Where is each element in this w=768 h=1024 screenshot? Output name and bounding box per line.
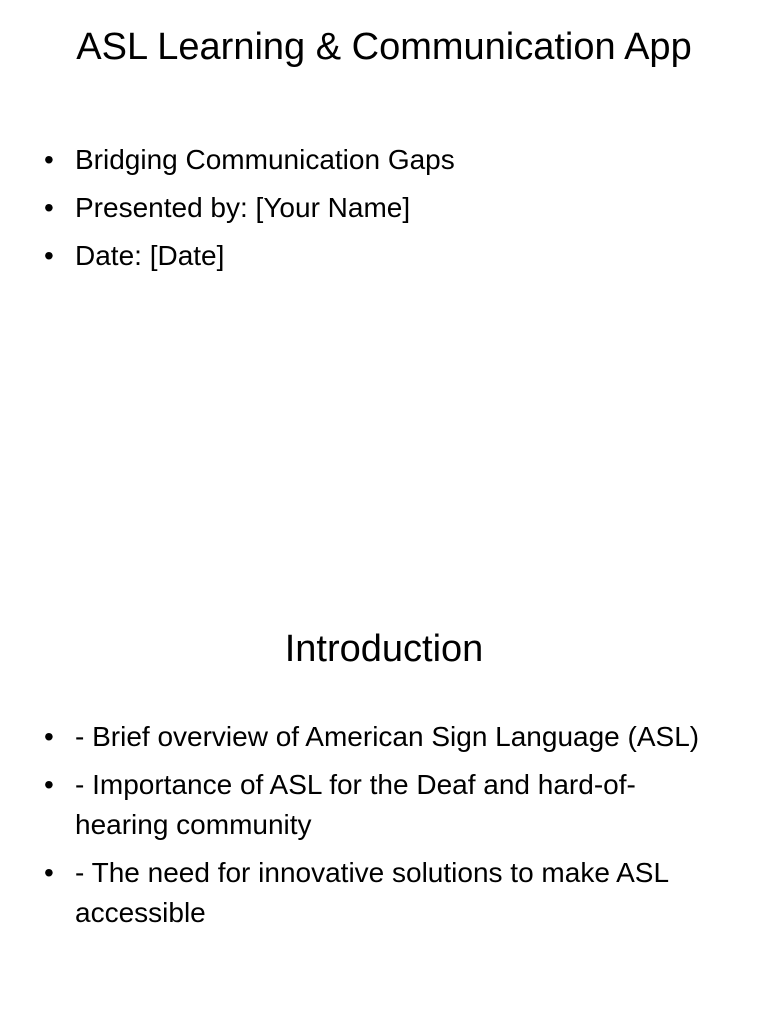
bullet-item [40,140,720,180]
bullet-item [40,853,720,933]
slide-title: ASL Learning & Communication App [76,26,692,68]
bullet-text: Presented by: [Your Name] [75,192,411,223]
bullet-item [40,188,720,228]
bullet-text: Bridging Communication Gaps [75,144,455,175]
bullet-list [40,140,720,284]
bullet-dot-icon: • [44,144,54,175]
bullet-dot-icon: • [44,721,54,752]
bullet-item [40,765,720,845]
bullet-dot-icon: • [44,857,54,888]
bullet-item [40,236,720,276]
bullet-dot-icon: • [44,240,54,271]
bullet-list [40,717,720,941]
bullet-text: - Importance of ASL for the Deaf and hard-of-hearing community [75,769,636,840]
bullet-text: - The need for innovative solutions to make ASL accessible [75,857,669,928]
bullet-item [40,717,720,757]
bullet-dot-icon: • [44,192,54,223]
slide-title: Introduction [284,628,484,670]
slide-introduction [0,512,768,1024]
bullet-dot-icon: • [44,769,54,800]
bullet-text: Date: [Date] [75,240,225,271]
bullet-text: - Brief overview of American Sign Language (ASL) [75,721,700,752]
